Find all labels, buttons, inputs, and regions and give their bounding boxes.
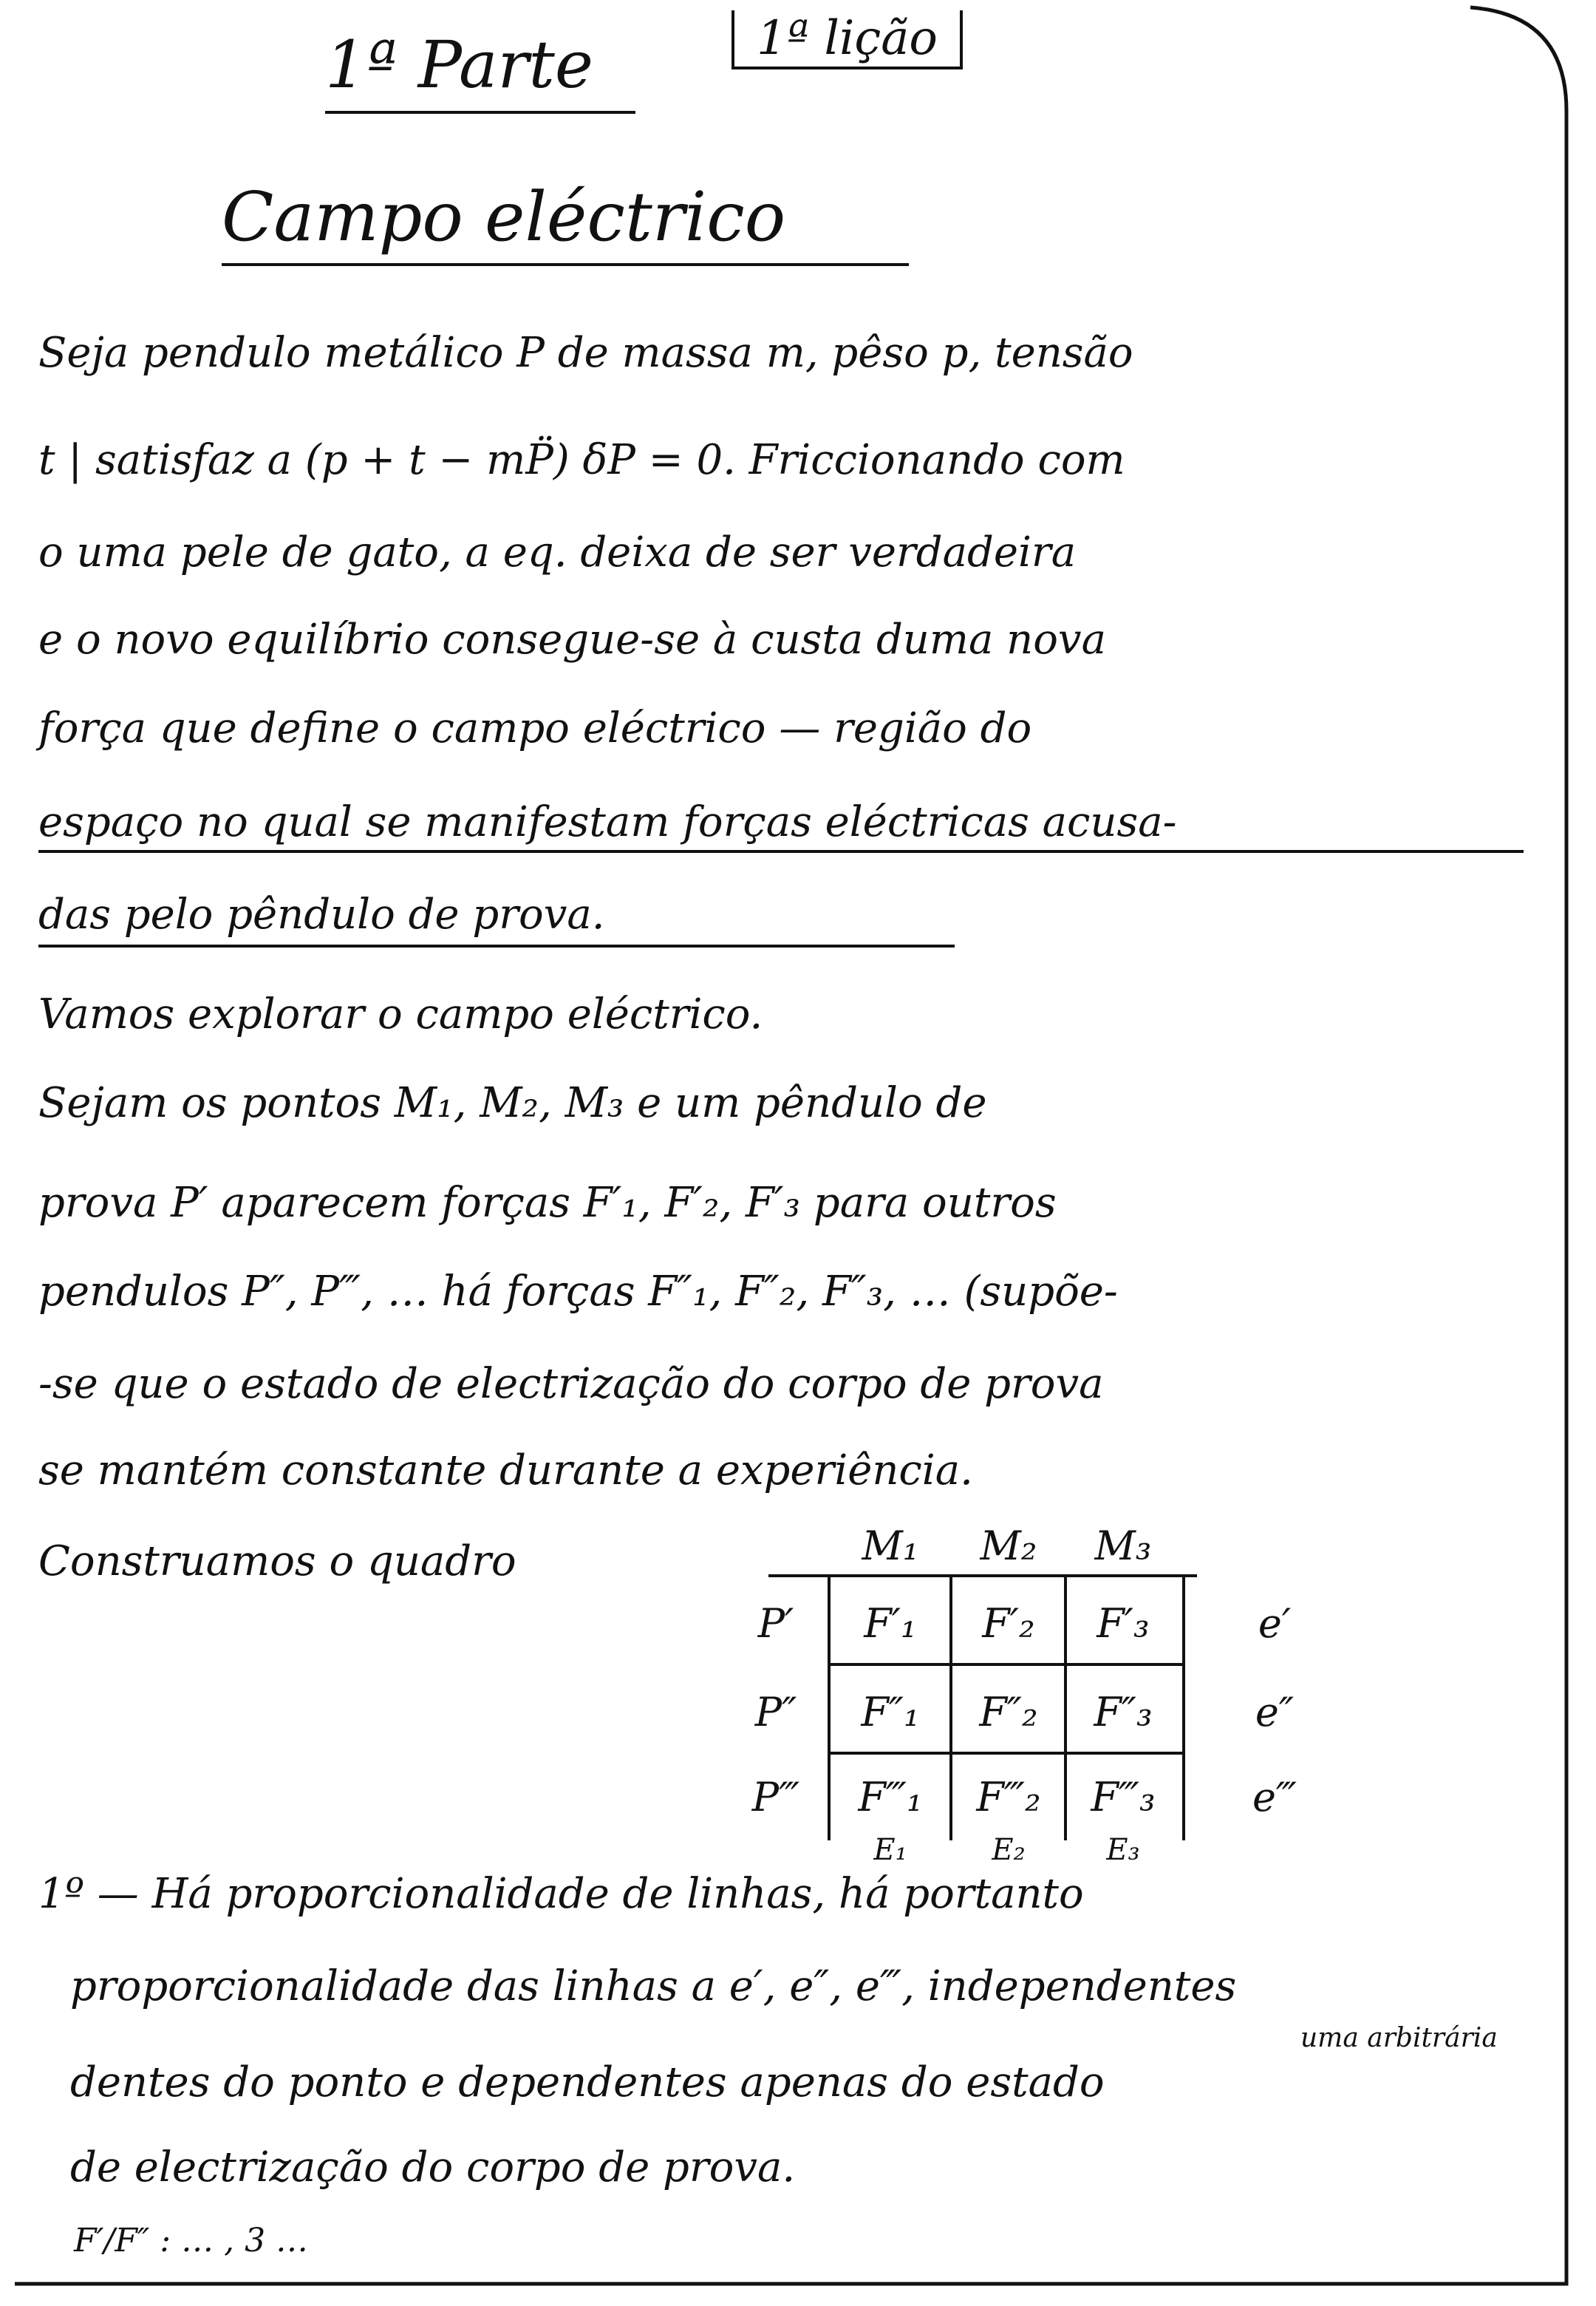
text-line: Construamos o quadro <box>38 1537 516 1585</box>
text-line: pendulos P″, P‴, … há forças F″₁, F″₂, F″₃, … (supõe- <box>38 1268 1118 1316</box>
table-cell: F′₁ <box>864 1600 917 1647</box>
text-line: 1º — Há proporcionalidade de linhas, há portanto <box>38 1870 1084 1918</box>
table-col-header: M₂ <box>980 1523 1037 1569</box>
text-line: e o novo equilíbrio consegue-se à custa duma nova <box>38 616 1106 664</box>
part-heading: 1ª Parte <box>325 27 593 103</box>
table-rule <box>949 1574 952 1840</box>
text-line: t | satisfaz a (p + t − mP̈) δP = 0. Friccionando com <box>38 436 1125 484</box>
table-cell: F′₃ <box>1097 1600 1150 1647</box>
table-row-rule <box>828 1752 1185 1755</box>
text-line: das pelo pêndulo de prova. <box>38 891 605 939</box>
table-cell: F″₂ <box>979 1689 1038 1735</box>
text-line: Seja pendulo metálico P de massa m, pêso p, tensão <box>38 329 1133 377</box>
table-row-note: e″ <box>1255 1689 1295 1735</box>
table-row-rule <box>828 1663 1185 1666</box>
text-line: de electrização do corpo de prova. <box>70 2143 796 2191</box>
title-underline <box>222 263 909 266</box>
table-row-note: e′ <box>1258 1600 1292 1647</box>
lesson-tag: 1ª lição <box>732 10 963 69</box>
table-top-rule <box>768 1574 1197 1577</box>
table-cell: F‴₁ <box>858 1774 923 1820</box>
table-col-footer: E₂ <box>992 1833 1026 1867</box>
text-line: força que define o campo eléctrico — região do <box>38 704 1032 752</box>
part-underline <box>325 111 635 114</box>
table-row-label: P‴ <box>751 1774 800 1820</box>
text-line: Sejam os pontos M₁, M₂, M₃ e um pêndulo de <box>38 1079 987 1127</box>
text-line: Vamos explorar o campo eléctrico. <box>38 990 763 1038</box>
text-line: dentes do ponto e dependentes apenas do estado <box>70 2058 1105 2106</box>
table-col-header: M₃ <box>1094 1523 1152 1569</box>
text-line: espaço no qual se manifestam forças eléctricas acusa- <box>38 798 1177 846</box>
table-row-label: P′ <box>757 1600 794 1647</box>
table-cell: F″₃ <box>1094 1689 1153 1735</box>
table-col-header: M₁ <box>862 1523 919 1569</box>
definition-underline <box>38 945 955 948</box>
text-line: F′/F″ : … , 3 … <box>74 2222 309 2259</box>
text-line: prova P′ aparecem forças F′₁, F′₂, F′₃ para outros <box>38 1179 1057 1227</box>
table-row-label: P″ <box>754 1689 797 1735</box>
margin-annotation: uma arbitrária <box>1300 2023 1498 2053</box>
table-col-footer: E₁ <box>873 1833 907 1867</box>
table-cell: F‴₃ <box>1091 1774 1156 1820</box>
table-rule <box>1064 1574 1067 1840</box>
page-title: Campo eléctrico <box>222 177 786 256</box>
definition-underline <box>38 850 1524 853</box>
text-line: o uma pele de gato, a eq. deixa de ser verdadeira <box>38 528 1077 576</box>
table-rule <box>1182 1574 1185 1840</box>
table-cell: F‴₂ <box>976 1774 1041 1820</box>
text-line: -se que o estado de electrização do corpo de prova <box>38 1360 1104 1408</box>
text-line: proporcionalidade das linhas a e′, e″, e‴, independentes <box>70 1962 1237 2010</box>
table-cell: F″₁ <box>861 1689 920 1735</box>
table-cell: F′₂ <box>982 1600 1035 1647</box>
table-col-footer: E₃ <box>1106 1833 1140 1867</box>
text-line: se mantém constante durante a experiência. <box>38 1446 973 1494</box>
table-row-note: e‴ <box>1252 1774 1297 1820</box>
